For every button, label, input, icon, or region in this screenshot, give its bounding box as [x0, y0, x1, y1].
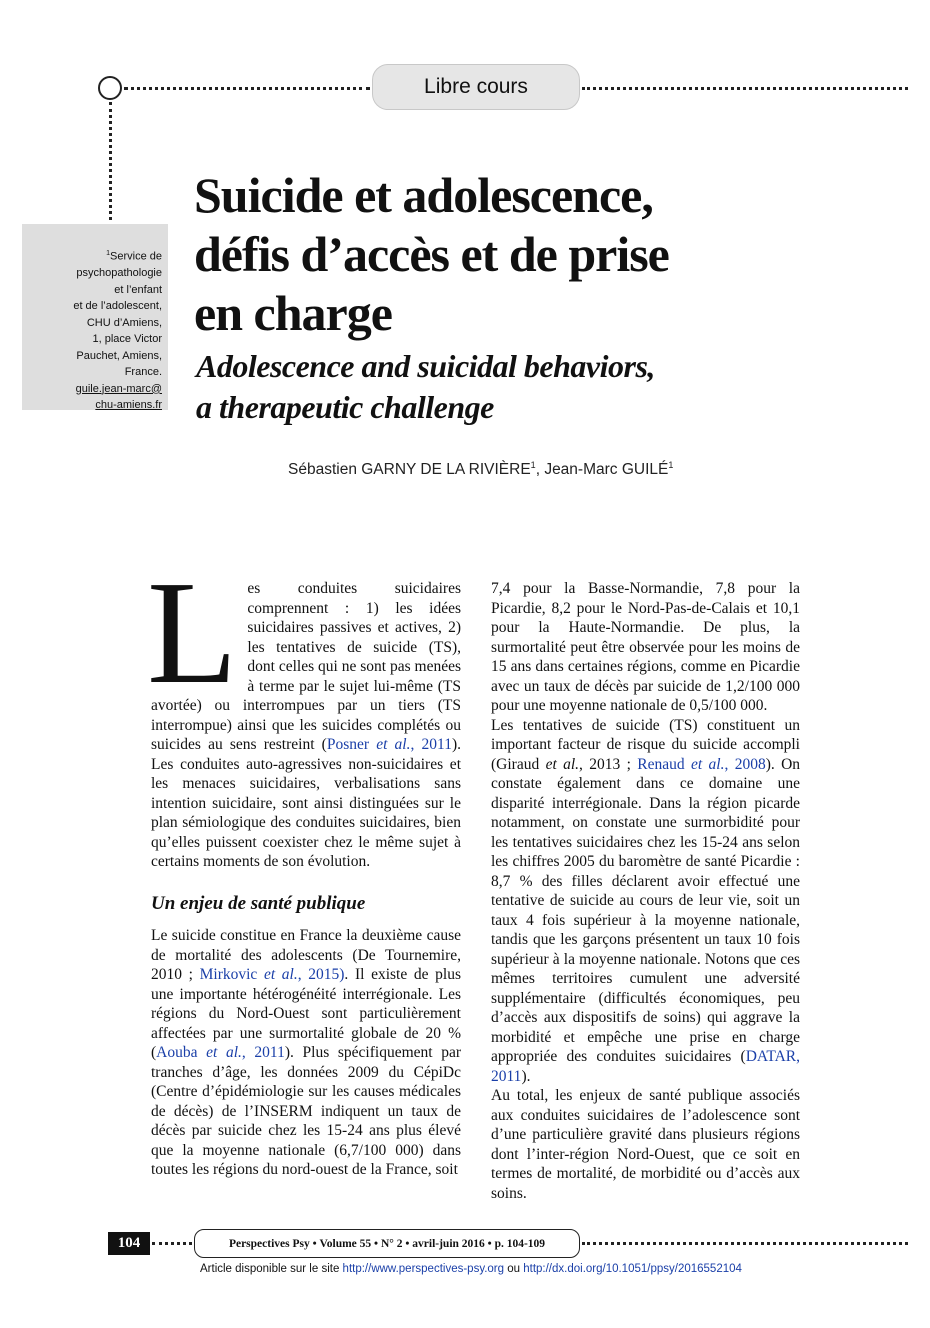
journal-date: avril-juin 2016: [412, 1237, 485, 1250]
journal-url-link[interactable]: http://www.perspectives-psy.org: [342, 1263, 505, 1275]
journal-citation-box: [194, 1229, 580, 1258]
header-dotted-rule-left: [124, 87, 370, 90]
section-heading: Un enjeu de santé publique: [151, 892, 366, 914]
doi-link[interactable]: http://dx.doi.org/10.1051/ppsy/2016552104: [523, 1263, 742, 1275]
body-column-right: [491, 579, 800, 1203]
body-column-left: [147, 551, 461, 1180]
affiliation-email-link[interactable]: [26, 381, 162, 414]
ref-sep: ,: [241, 1044, 255, 1061]
ref-sep: ,: [796, 1048, 800, 1065]
article-title-french: Suicide et adolescence, défis d’accès et de prise en charge: [194, 167, 669, 341]
journal-volume: Volume 55: [319, 1237, 372, 1250]
paragraph-conclusion: Au total, les enjeux de santé publique associés aux conduites suicidaires de l’adolescence sont d’une particulière gravité dans plusieurs régions dont l’inter-région Nord-Ouest, que ce soit en termes de mortalité, de morbidité ou d’accès aux soins.: [491, 1087, 800, 1202]
affiliation-line: psychopathologie: [76, 267, 162, 280]
article-title-english: Adolescence and suicidal behaviors, a therapeutic challenge: [196, 348, 655, 425]
ref-year: 2011: [421, 736, 452, 753]
author-sup: 1: [668, 460, 674, 470]
paragraph-text: ).: [521, 1067, 531, 1085]
paragraph-suicide-attempts: [491, 716, 800, 1087]
paragraph-text: . Il existe de plus une importante hétérogénéité interrégionale. Les régions du Nord-Ouest sont particulièrement affectées par une surmortalité globale de 20 % (: [151, 966, 461, 1061]
footer-dotted-rule-left: [152, 1242, 192, 1245]
header-dotted-rule-vertical: [109, 102, 112, 220]
reference-link[interactable]: [327, 736, 452, 753]
ref-year: , 2015): [297, 966, 345, 983]
ref-sep: ,: [410, 736, 422, 753]
ref-author: Renaud: [637, 755, 685, 773]
bullet: •: [487, 1237, 492, 1250]
ref-etal: et al.: [369, 736, 411, 753]
ref-year: 2008: [734, 755, 766, 773]
journal-issue: N° 2: [380, 1237, 403, 1250]
paragraph-text: Les tentatives de suicide (TS) constituent un important facteur de risque du suicide accompli (Giraud: [491, 716, 800, 773]
reference-link[interactable]: [200, 966, 345, 983]
page-number: 104: [108, 1232, 150, 1255]
affiliation-line: France.: [124, 366, 162, 379]
bullet: •: [374, 1237, 379, 1250]
paragraph-public-health: [151, 926, 461, 1180]
paragraph-continued: 7,4 pour la Basse-Normandie, 7,8 pour la Picardie, 8,2 pour le Nord-Pas-de-Calais et 10,1 pour la Haute-Normandie. De plus, la surmortalité peut être observée pour les moins de 15 ans dans certaines régions, comme en Picardie avec un taux de décès par suicide de 1,2/100 000 pour une moyenne nationale de 0,5/100 000.: [491, 580, 800, 714]
paragraph-text: ). Plus spécifiquement par tranches d’âge, les données 2009 du CépiDc (Centre d’épidémiologie sur les causes médicales de décès) de l’INSERM indiquent un taux de décès par suicide chez les 15-24 ans plus élevé que la moyenne nationale (6,7/100 000) dans toutes les régions du nord-ouest de la France, soit: [151, 1044, 461, 1178]
paragraph-text: , 2013 ;: [579, 755, 638, 773]
email-part: guile.jean-marc@: [75, 382, 162, 395]
paragraph-text: Le suicide constitue en France la deuxième cause de mortalité des adolescents (De Tournemire, 2010 ;: [151, 927, 461, 983]
affiliation-line: Pauchet, Amiens,: [76, 349, 162, 362]
bullet: •: [312, 1237, 317, 1250]
email-part: chu-amiens.fr: [95, 399, 162, 412]
ref-sep: ,: [724, 755, 735, 773]
affiliation-box: [22, 224, 168, 410]
header-dotted-rule-right: [582, 87, 908, 90]
article-availability-line: [200, 1263, 742, 1275]
affiliation-line: et l’enfant: [114, 283, 162, 296]
bullet: •: [405, 1237, 410, 1250]
affiliation-text: Service de: [110, 250, 162, 263]
ref-etal: et al.: [684, 755, 725, 773]
affiliation-line: et de l’adolescent,: [73, 300, 162, 313]
ref-etal: et al.: [197, 1044, 242, 1061]
author-sup: 1: [530, 460, 536, 470]
reference-link[interactable]: [156, 1044, 285, 1061]
reference-link[interactable]: [637, 756, 765, 773]
affiliation-line: CHU d’Amiens,: [86, 316, 162, 329]
ref-etal: et al.: [545, 755, 580, 773]
author-separator: ,: [535, 461, 545, 479]
availability-text: ou: [504, 1263, 524, 1275]
author-line: [288, 460, 673, 479]
paragraph-intro: [147, 551, 461, 872]
section-tab: Libre cours: [372, 64, 580, 110]
ref-author: Posner: [326, 736, 370, 753]
affiliation-line: [26, 246, 162, 265]
affiliation-line: 1, place Victor: [92, 333, 162, 346]
author-name: Sébastien GARNY DE LA RIVIÈRE: [288, 461, 531, 479]
paragraph-text: ). On constate également dans ce domaine une disparité interrégionale. Dans la région picarde notamment, on constate une surmorbidité pour les tentatives suicidaires chez les 15-24 ans selon les chiffres 2005 du baromètre de santé Picardie : 8,7 % des filles déclarent avoir effectué une tentative de suicide au cours de leur vie, soit un taux 4 fois supérieur à la moyenne nationale, tandis que les garçons présentent un taux 10 fois supérieur à la moyenne nationale. Notons que ces mêmes territoires cumulent une adversité supplémentaire (difficultés économiques, peu d’accès aux dispositifs de soins) qui aggrave la morbidité et empêche une prise en charge appropriée des conduites suicidaires (: [491, 755, 801, 1065]
author-name: Jean-Marc GUILÉ: [544, 461, 669, 479]
journal-pages: p. 104-109: [494, 1237, 546, 1250]
footer-dotted-rule-right: [582, 1242, 908, 1245]
ref-year: 2011: [254, 1044, 285, 1061]
ref-author: DATAR: [745, 1048, 797, 1065]
drop-cap: L: [147, 551, 238, 715]
ref-author: Mirkovic: [199, 966, 258, 983]
affiliation-sup: 1: [106, 250, 111, 257]
paragraph-text: es conduites suicidaires comprennent : 1) les idées suicidaires passives et actives, 2) les tentatives de suicide (TS), dont celles qui ne sont pas menées à terme par le sujet lui-même (TS avortée) ou interrompues par un tiers (TS interrompue) ainsi que les suicides complétés ou suicides au sens restreint (: [151, 580, 461, 753]
availability-text: Article disponible sur le site: [200, 1263, 343, 1275]
header-circle-ornament: [98, 76, 122, 100]
ref-etal: et al.: [257, 966, 298, 983]
journal-name: Perspectives Psy: [228, 1237, 310, 1250]
ref-author: Aouba: [156, 1044, 198, 1061]
paragraph-text: ). Les conduites auto-agressives non-suicidaires et les menaces suicidaires, verbalisations sans intention suicidaire, sont ainsi distinguées sur le plan sémiologique des conduites suicidaires, bien qu’elles puissent coexister chez le même sujet à certains moments de son évolution.: [151, 736, 461, 870]
ref-year: 2011: [491, 1067, 522, 1085]
